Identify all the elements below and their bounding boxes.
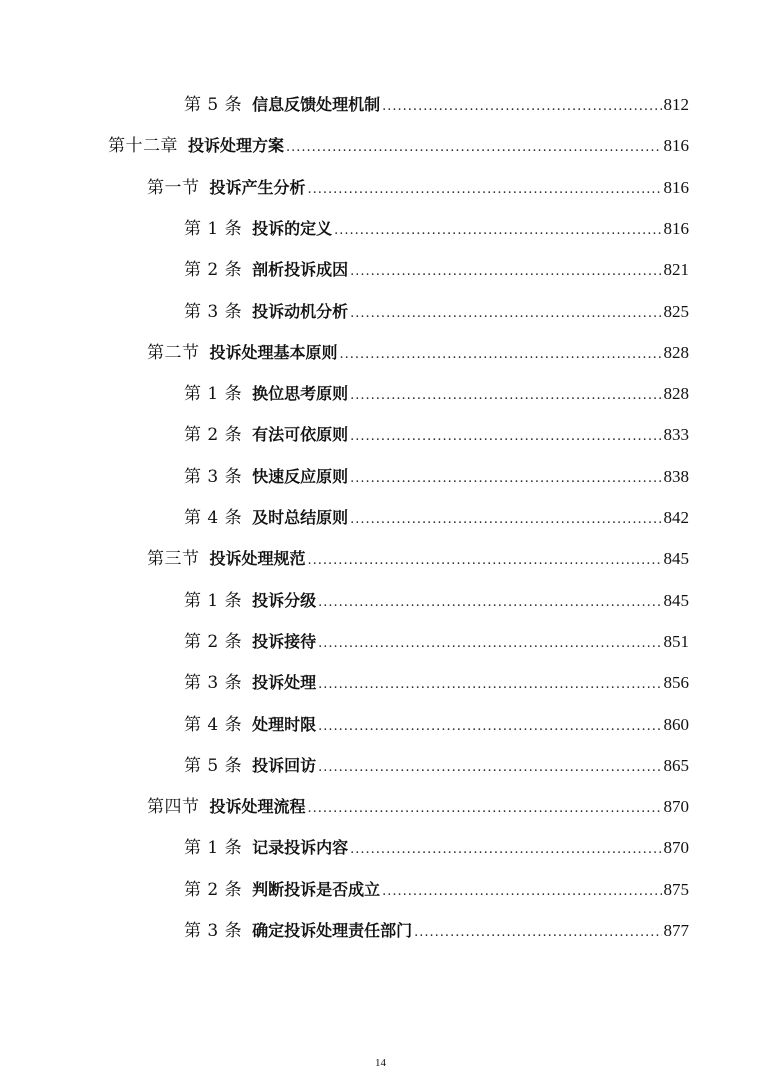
toc-entry-title: 判断投诉是否成立 bbox=[252, 879, 381, 899]
toc-entry-page-number: 870 bbox=[663, 838, 689, 858]
toc-entry[interactable] bbox=[184, 710, 689, 740]
toc-entry-title: 投诉处理方案 bbox=[188, 136, 285, 156]
dot-leader bbox=[318, 629, 661, 659]
toc-entry-title: 投诉处理 bbox=[252, 673, 317, 693]
toc-entry-title: 记录投诉内容 bbox=[252, 838, 349, 858]
toc-entry[interactable] bbox=[184, 379, 689, 409]
toc-entry-title: 快速反应原则 bbox=[252, 466, 349, 486]
toc-entry-title: 投诉接待 bbox=[252, 631, 317, 651]
toc-entry[interactable] bbox=[184, 916, 689, 946]
toc-entry[interactable] bbox=[147, 544, 689, 574]
toc-entry[interactable] bbox=[184, 751, 689, 781]
dot-leader bbox=[414, 918, 661, 948]
toc-entry-label: 第 4 条 bbox=[184, 714, 243, 735]
toc-entry-label: 第 4 条 bbox=[184, 508, 243, 528]
dot-leader bbox=[350, 299, 661, 329]
toc-entry-title: 及时总结原则 bbox=[252, 508, 349, 527]
toc-entry-title: 投诉的定义 bbox=[252, 218, 333, 238]
toc-entry-title: 投诉处理流程 bbox=[209, 797, 306, 817]
toc-entry[interactable] bbox=[147, 792, 689, 822]
toc-entry-title: 信息反馈处理机制 bbox=[252, 95, 381, 114]
toc-entry-page-number: 816 bbox=[663, 136, 689, 156]
toc-entry-page-number: 828 bbox=[663, 342, 689, 362]
toc-entry-title: 投诉回访 bbox=[252, 755, 317, 775]
toc-entry-page-number: 821 bbox=[663, 260, 689, 280]
toc-entry-label: 第 3 条 bbox=[184, 921, 243, 941]
dot-leader bbox=[350, 464, 661, 494]
dot-leader bbox=[350, 835, 661, 865]
toc-entry-label: 第 1 条 bbox=[184, 590, 243, 611]
toc-entry-label: 第 2 条 bbox=[184, 631, 243, 652]
toc-entry-label: 第 3 条 bbox=[184, 673, 243, 694]
dot-leader bbox=[286, 133, 661, 163]
toc-entry-page-number: 816 bbox=[663, 218, 689, 238]
toc-entry-label: 第 5 条 bbox=[184, 95, 243, 115]
dot-leader bbox=[318, 670, 661, 700]
dot-leader bbox=[308, 175, 662, 205]
toc-entry-label: 第 5 条 bbox=[184, 755, 243, 776]
toc-entry-label: 第 1 条 bbox=[184, 218, 243, 239]
toc-entry-title: 有法可依原则 bbox=[252, 425, 349, 445]
toc-entry-title: 剖析投诉成因 bbox=[252, 260, 349, 280]
toc-entry-page-number: 865 bbox=[663, 755, 689, 775]
toc-entry-label: 第四节 bbox=[147, 797, 200, 818]
toc-entry-label: 第三节 bbox=[147, 549, 200, 570]
toc-entry-label: 第 3 条 bbox=[184, 466, 243, 487]
toc-entry-page-number: 842 bbox=[663, 508, 689, 527]
dot-leader bbox=[318, 753, 661, 783]
dot-leader bbox=[318, 588, 661, 618]
toc-entry-label: 第 2 条 bbox=[184, 879, 243, 900]
toc-entry-label: 第 1 条 bbox=[184, 384, 243, 405]
dot-leader bbox=[334, 216, 661, 246]
toc-entry-page-number: 825 bbox=[663, 301, 689, 321]
toc-entry-page-number: 845 bbox=[663, 590, 689, 610]
toc-entry-title: 投诉处理基本原则 bbox=[209, 342, 338, 362]
toc-entry-label: 第 2 条 bbox=[184, 425, 243, 446]
toc-entry-page-number: 856 bbox=[663, 673, 689, 693]
toc-entry[interactable] bbox=[184, 214, 689, 244]
toc-entry[interactable] bbox=[184, 586, 689, 616]
toc-entry-page-number: 851 bbox=[663, 631, 689, 651]
toc-entry[interactable] bbox=[184, 90, 689, 120]
dot-leader bbox=[350, 422, 661, 452]
toc-entry[interactable] bbox=[184, 462, 689, 492]
toc-entry-label: 第 3 条 bbox=[184, 301, 243, 322]
toc-entry[interactable] bbox=[184, 503, 689, 533]
toc-entry-label: 第十二章 bbox=[108, 136, 178, 157]
dot-leader bbox=[308, 546, 662, 576]
toc-entry-page-number: 870 bbox=[663, 797, 689, 817]
toc-entry-page-number: 828 bbox=[663, 384, 689, 404]
dot-leader bbox=[308, 794, 662, 824]
toc-entry[interactable] bbox=[147, 173, 689, 203]
page-number: 14 bbox=[375, 1057, 386, 1069]
toc-entry-page-number: 875 bbox=[663, 879, 689, 899]
toc-entry-title: 处理时限 bbox=[252, 714, 317, 734]
toc-entry-page-number: 845 bbox=[663, 549, 689, 569]
toc-entry-label: 第二节 bbox=[147, 342, 200, 363]
toc-entry-page-number: 877 bbox=[663, 921, 689, 940]
dot-leader bbox=[340, 340, 662, 370]
toc-entry-page-number: 833 bbox=[663, 425, 689, 445]
dot-leader bbox=[382, 877, 661, 907]
toc-entry[interactable] bbox=[108, 131, 689, 161]
dot-leader bbox=[350, 257, 661, 287]
toc-entry[interactable] bbox=[184, 420, 689, 450]
dot-leader bbox=[350, 381, 661, 411]
toc-entry-label: 第 2 条 bbox=[184, 260, 243, 281]
toc-entry-page-number: 860 bbox=[663, 714, 689, 734]
toc-entry-title: 投诉动机分析 bbox=[252, 301, 349, 321]
toc-entry-title: 投诉分级 bbox=[252, 590, 317, 610]
toc-entry-page-number: 816 bbox=[663, 177, 689, 197]
toc-entry-page-number: 838 bbox=[663, 466, 689, 486]
toc-entry-title: 投诉处理规范 bbox=[209, 549, 306, 569]
toc-entry-label: 第一节 bbox=[147, 177, 200, 198]
toc-entry-title: 投诉产生分析 bbox=[209, 177, 306, 197]
toc-entry-title: 确定投诉处理责任部门 bbox=[252, 921, 413, 940]
dot-leader bbox=[382, 92, 661, 122]
toc-entry-label: 第 1 条 bbox=[184, 838, 243, 859]
toc-entry[interactable] bbox=[184, 833, 689, 863]
dot-leader bbox=[318, 712, 661, 742]
toc-entry-page-number: 812 bbox=[663, 95, 689, 114]
toc-entry[interactable] bbox=[184, 297, 689, 327]
toc-entry[interactable] bbox=[184, 627, 689, 657]
toc-entry[interactable] bbox=[184, 255, 689, 285]
dot-leader bbox=[350, 505, 661, 535]
toc-entry-title: 换位思考原则 bbox=[252, 384, 349, 404]
toc-entry[interactable] bbox=[184, 668, 689, 698]
toc-entry[interactable] bbox=[184, 875, 689, 905]
toc-entry[interactable] bbox=[147, 338, 689, 368]
